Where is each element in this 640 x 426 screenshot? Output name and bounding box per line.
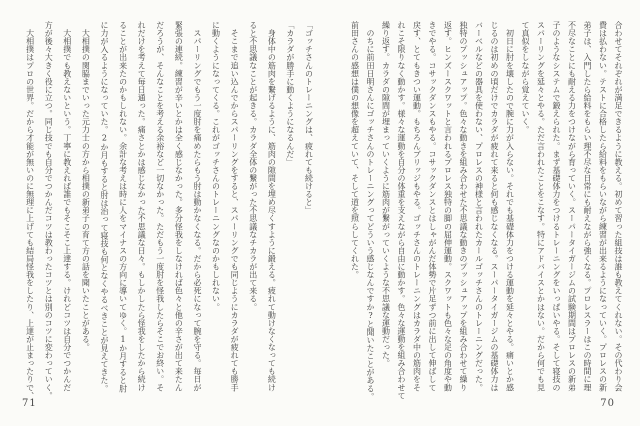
- text-line: 戻す、とてもきつい運動。もちろんブリッジもやる。ゴッチさんのトレーニングはカラダ中の筋肉をそ: [412, 21, 422, 392]
- text-line: そこまで追い込んでからスパーリングをすると、スパーリングでも同じようにカラダが疲れても勝手: [230, 21, 240, 392]
- page-71-text: [20, 21, 318, 401]
- text-line: に力が入るようになっていた。2か月もすると肘は治って寝技も何となくやるべきことが見えてきた。: [99, 21, 109, 393]
- text-line: スパーリングでもう一度肘を痛めたらもう肘は動かなくなる。だから必死になって腕を守る。毎日が: [192, 21, 202, 392]
- text-line: だろうが、そんなことを考える余裕など一切なかった。ただもう一度肘を怪我したらそこでお終い。そ: [155, 21, 165, 392]
- text-line: 大相撲はプロの世界。だから才能が無いのに無理に上げても結局怪我をしたり、上達が止まったりで、: [25, 21, 35, 400]
- text-line: 方が後々大きく役に立つ。同じ技でも自分でつかんだコツは教わったコツとは別のコツに変わっていく。: [44, 21, 54, 400]
- text-line: れだけを考えて毎日通った。痛さとかは感じなかった不思議な日々。もしかしたら怪我をしたから続け: [137, 21, 147, 392]
- text-line: ると不思議なことが起きる。カラダ全体の繋がった不思議なチカラが出て来る。: [248, 21, 258, 311]
- text-line: 合わせてそれぞれが満足できるように教える。初めて習った組技は誰も教えてくれない。その代わり会: [614, 21, 623, 392]
- page-number-right: 70: [600, 398, 615, 409]
- text-line: 緊張の連続。練習が辛いとかは全く感じなかった。多分怪我をしなければ色々と他の辛さが出て来たん: [174, 21, 184, 392]
- text-line: きでやる。コサックダンスもやる。コサックダンスとはしゃがんだ体勢で片足ずつ前に出して伸ばして: [428, 21, 437, 392]
- text-line: れこそ限りなく動かす。様々な運動を自分の体重を支えながら自由に動かす。色々な運動を組み合わせて: [397, 21, 406, 400]
- text-line: 「ゴッチさんのトレーニングは、疲れても続けると」: [304, 21, 314, 215]
- text-line: 「カラダが勝手に動くようになるんだ」: [285, 21, 295, 166]
- text-line: 身体中の筋肉を繋げるように、筋肉の隙間を埋め尽くすように鍛える。疲れて動けなくなっても続け: [267, 21, 277, 392]
- text-line: て真似をしながら覚えていく。: [521, 21, 530, 134]
- text-line: に動くようになってくる。これがゴッチさんのトレーニングなのかもしれない。: [211, 21, 221, 311]
- text-line: 独特のプッシュアップ。色々な動きを組み合わせた不思議な動きのプッシュアップを組み合わせて繰り: [459, 21, 468, 392]
- text-line: 前田さんの感想は僕の想像を超えていて、そして道を照らしてくれた。: [350, 21, 360, 279]
- text-line: スパーリングを延々とやる。ただ言われたことをこなす。特にアドバイスとかはない。だから何でも見: [536, 21, 546, 392]
- page-70-text: [347, 21, 626, 401]
- text-line: 不尽なことにも耐える力をつけながら育っていく。スーパータイガージムの試験期間はプロレスの新弟: [567, 21, 577, 392]
- text-line: バーベルなどの器具を使わない、プロレスの神様と言われたカールゴッチさんのトレーニングだった。: [474, 21, 484, 392]
- text-line: 初日に肘を壊したので腕に力が入らない。それでも基礎体力をつける運動を延々とやる。痛いとか感: [505, 21, 515, 392]
- page-number-left: 71: [22, 398, 37, 409]
- text-line: 繰り返す。カラダの隙間が埋まっていくように筋肉が繋がっていくような不思議な運動だった。: [381, 21, 391, 368]
- text-line: 大相撲でも教えないという。丁寧に教えれば誰でもそこそこ上達する。けれどコツは自分でつかんだ: [62, 21, 72, 392]
- text-line: 費は払わない。テストに合格したら給料をもらいながら練習が出来るようになっていく。プロレスの新: [598, 21, 608, 392]
- text-line: じるのは初めの頃だけでカラダが疲れて来ると何も感じなくなる。スーパータイガージムの基礎体力は: [490, 21, 499, 392]
- text-line: 返す。ヒンズースクワットと言われるプロレス独特の脚の屈伸運動。スクワットも色々な足の角度や動: [443, 21, 453, 392]
- text-line: ることが出来たのかもしれない。余計な考えは時に人をマイナスの方向に導いてゆく。1か月すると肘: [118, 21, 128, 393]
- text-line: 子のようなシステムで鍛えられた。まず基礎体力をつけるトレーニングをいっぱいやる。そして寝技の: [552, 21, 561, 392]
- text-line: のちに前田日明さんにゴッチさんのトレーニングってどういう感じなんですか?と聞いたことがある。: [366, 21, 375, 401]
- text-line: 大相撲の関脇までいった元力士の方から相撲の新弟子の育て方の話を聞いたことがある。: [81, 21, 91, 352]
- text-line: 弟子は、入門したら給料をもらい理不尽な日常にも耐えながら強くなる。プロレスラーはこの時間に理: [583, 21, 592, 392]
